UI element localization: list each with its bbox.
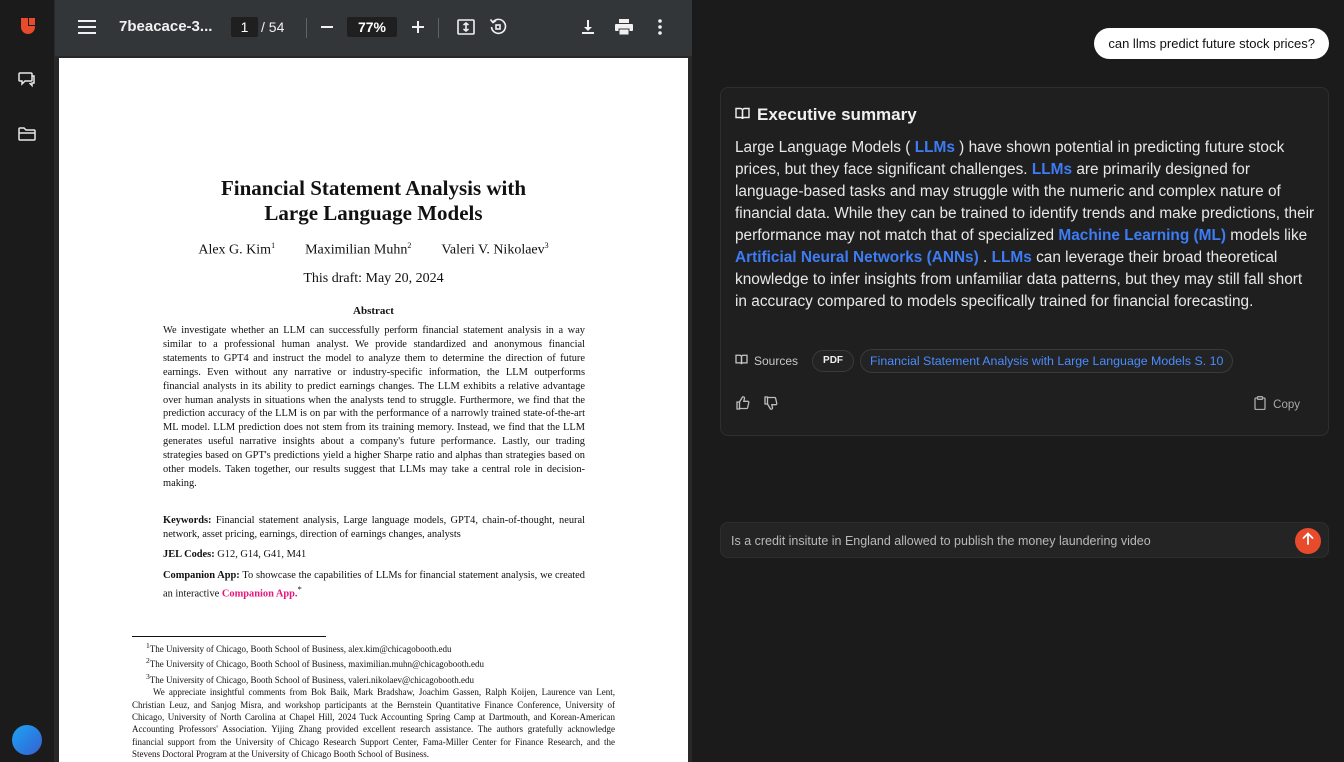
sources-label: Sources — [735, 354, 798, 368]
abstract-heading: Abstract — [353, 305, 394, 317]
zoom-out-button[interactable] — [313, 14, 341, 42]
chat-nav-button[interactable] — [14, 68, 40, 94]
rotate-icon — [489, 18, 507, 39]
chat-input[interactable] — [731, 532, 1291, 550]
acknowledgement: We appreciate insightful comments from Bok Baik, Mark Bradshaw, Joachim Gassen, Ralph Koijen, Laurence van Lent, Christian Leuz, and Sanjog Misra, and workshop participants at the Bernstein Quantitative Finance Conference, University of Chicago, University of North Carolina at Chapel Hill, 2024 Tuck Accounting Spring Camp at Dartmouth, and Korean-American Accounting Professors' Association. Yijing Zhang provided excellent research assistance. The authors gratefully acknowledge financial support from the University of Chicago Research Support Center, Fama-Miller Center for Finance Research, and the Stevens Doctoral Program at the University of Chicago Booth School of Business. — [132, 687, 615, 760]
term-link[interactable]: LLMs — [1031, 161, 1073, 178]
paper-title — [59, 176, 688, 226]
left-rail — [0, 0, 55, 762]
answer-card — [720, 87, 1329, 436]
summary-heading — [735, 105, 917, 125]
more-vertical-icon — [658, 19, 662, 38]
author: Alex G. Kim$^1$ — [198, 241, 276, 258]
term-link[interactable]: LLMs — [914, 139, 955, 156]
term-link[interactable]: Machine Learning (ML) — [1058, 227, 1226, 244]
more-options-button[interactable] — [646, 14, 674, 42]
companion-app-link[interactable]: Companion App. — [221, 588, 298, 600]
files-nav-button[interactable] — [14, 123, 40, 149]
book-icon — [735, 354, 748, 368]
paper-authors — [59, 241, 688, 259]
author: Valeri V. Nikolaev$^3$ — [441, 241, 549, 258]
pdf-badge: PDF — [812, 350, 854, 372]
footnote-rule — [132, 636, 326, 637]
download-button[interactable] — [574, 14, 602, 42]
source-link[interactable]: Financial Statement Analysis with Large Language Models S. 10 — [860, 349, 1233, 373]
zoom-level-input[interactable]: 77% — [347, 17, 397, 37]
toolbar-divider — [438, 18, 439, 38]
chat-input-bar — [720, 522, 1329, 558]
user-avatar[interactable] — [12, 725, 42, 755]
companion-app: Companion App: To showcase the capabilities of LLMs for financial statement analysis, we created an interactive Companion App.* — [163, 570, 585, 600]
folder-icon — [17, 124, 37, 149]
footnote: $^3$The University of Chicago, Booth School of Business, valeri.nikolaev@chicagobooth.edu — [146, 671, 474, 685]
send-button[interactable] — [1295, 528, 1321, 554]
hamburger-icon — [78, 20, 96, 37]
zoom-in-button[interactable] — [404, 14, 432, 42]
jel-codes: JEL Codes: G12, G14, G41, M41 — [163, 549, 307, 560]
print-button[interactable] — [610, 14, 638, 42]
thumbs-up-icon[interactable] — [735, 395, 751, 411]
footnotes — [132, 640, 615, 761]
chat-panel — [692, 0, 1344, 762]
fit-to-page-icon — [457, 19, 475, 38]
page-total: / 54 — [261, 19, 285, 35]
pdf-viewer — [55, 0, 692, 762]
thumbs-down-icon[interactable] — [763, 395, 779, 411]
clipboard-icon — [1254, 396, 1266, 413]
book-icon — [735, 105, 750, 125]
plus-icon — [411, 20, 425, 37]
printer-icon — [615, 19, 633, 38]
abstract-text: We investigate whether an LLM can successfully perform financial statement analysis in a way similar to a professional human analyst. We provide standardized and anonymous financial statements to GPT4 and instruct the model to analyze them to determine the direction of future earnings. Even without any narrative or industry-specific information, the LLM outperforms financial analysts in its ability to predict earnings changes. The LLM exhibits a relative advantage over human analysts in situations when the analysts tend to struggle. Furthermore, we find that the prediction accuracy of the LLM is on par with the performance of a narrowly trained state-of-the-art ML model. LLM prediction does not stem from its training memory. Instead, we find that the LLM generates useful narrative insights about a company's future performance. Lastly, our trading strategies based on GPT's predictions yield a higher Sharpe ratio and alphas than strategies based on other models. Taken together, our results suggest that LLMs may take a central role in decision-making. — [163, 325, 585, 489]
summary-title: Executive summary — [757, 105, 917, 124]
term-link[interactable]: Artificial Neural Networks (ANNs) — [735, 249, 979, 266]
pdf-page — [59, 58, 688, 762]
sources-row — [735, 350, 1233, 372]
minus-icon — [320, 20, 334, 37]
arrow-up-icon — [1302, 532, 1314, 550]
answer-text: Large Language Models ( LLMs ) have shown potential in predicting future stock prices, but they face significant challenges. LLMs are primarily designed for language-based tasks and may struggle with the numeric and complex nature of financial data. While they can be trained to identify trends and make predictions, their performance may not match that of specialized Machine Learning (ML) models like Artificial Neural Networks (ANNs) . LLMs can leverage their broad theoretical knowledge to infer insights from unfamiliar data patterns, but they may still fall short in accuracy compared to models specifically trained for financial forecasting. — [735, 139, 1315, 310]
paper-title-line: Financial Statement Analysis with — [220, 176, 527, 200]
toolbar-divider — [306, 18, 307, 38]
copy-button[interactable] — [1254, 396, 1300, 413]
footnote: $^2$The University of Chicago, Booth School of Business, maximilian.muhn@chicagobooth.edu — [146, 656, 484, 670]
document-title: 7beacace-3... — [119, 18, 213, 35]
page-number-input[interactable]: 1 — [231, 17, 258, 37]
copy-label: Copy — [1273, 398, 1300, 411]
paper-draft-date: This draft: May 20, 2024 — [303, 271, 444, 286]
brand-logo-icon[interactable] — [19, 17, 37, 35]
feedback-row — [735, 395, 779, 411]
download-icon — [580, 19, 596, 38]
author: Maximilian Muhn$^2$ — [305, 241, 412, 258]
menu-button[interactable] — [73, 14, 101, 42]
fit-page-button[interactable] — [452, 14, 480, 42]
user-message-bubble: can llms predict future stock prices? — [1094, 28, 1329, 59]
chat-icon — [17, 69, 37, 94]
pdf-toolbar — [55, 0, 692, 56]
keywords: Keywords: Financial statement analysis, Large language models, GPT4, chain-of-thought, neural network, asset pricing, earnings, direction of earnings changes, analysts — [163, 515, 585, 540]
term-link[interactable]: LLMs — [991, 249, 1032, 266]
rotate-button[interactable] — [484, 14, 512, 42]
footnote: $^1$The University of Chicago, Booth School of Business, alex.kim@chicagobooth.edu — [146, 641, 452, 654]
paper-title-line: Large Language Models — [264, 201, 483, 225]
